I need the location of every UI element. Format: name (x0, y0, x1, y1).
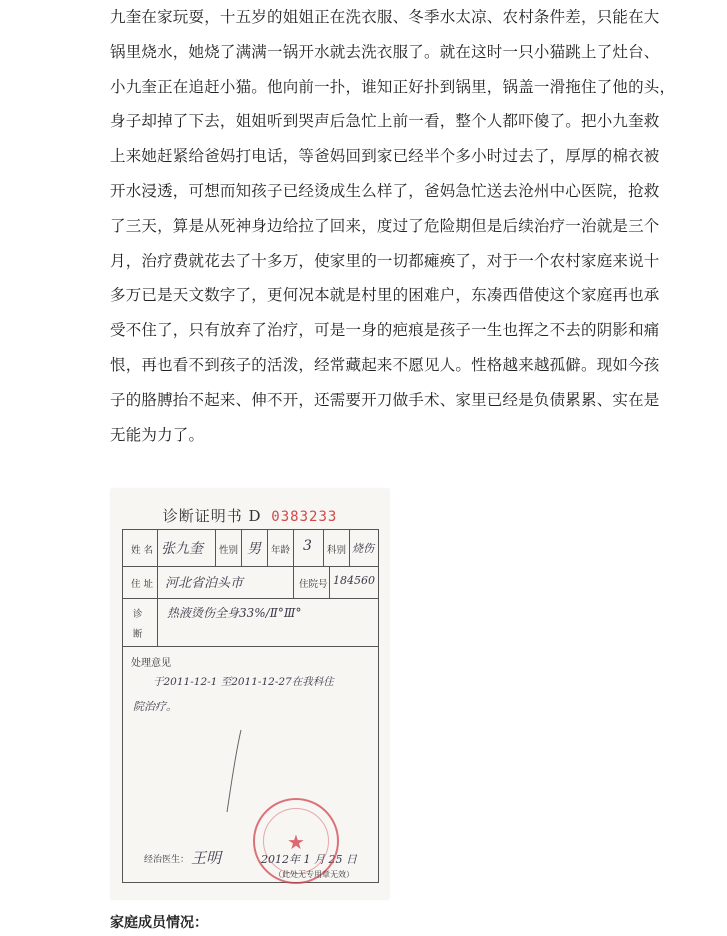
certificate-title (111, 505, 389, 526)
article-line: 月，治疗费就花去了十多万，使家里的一切都瘫痪了，对于一个农村家庭来说十 (110, 251, 660, 270)
doctor-signature: 王明 (191, 849, 222, 867)
divider (157, 598, 158, 646)
seal-note: （此处无专用章无效） (274, 870, 354, 879)
diagnosis-row (123, 598, 378, 647)
divider (349, 530, 350, 566)
article-line: 恨，再也看不到孩子的活泼，经常藏起来不愿见人。性格越来越孤僻。现如今孩 (110, 355, 660, 374)
divider (267, 530, 268, 566)
certificate-title-text: 诊断证明书 (162, 507, 243, 525)
divider (329, 566, 330, 598)
age-label: 年龄 (271, 545, 291, 556)
divider (157, 566, 158, 598)
address-label: 住 址 (131, 579, 154, 590)
article-line: 身子却掉了下去，姐姐听到哭声后急忙上前一看，整个人都吓傻了。把小九奎救 (110, 112, 660, 131)
divider (323, 530, 324, 566)
age-value: 3 (303, 538, 312, 554)
article-paragraph (110, 0, 676, 452)
department-value: 烧伤 (352, 542, 374, 555)
sex-label: 性别 (219, 545, 239, 556)
article-body (110, 0, 676, 452)
treatment-line-2: 院治疗。 (133, 700, 177, 713)
certificate-number: 0383233 (271, 509, 338, 525)
treatment-label: 处理意见 (131, 658, 171, 669)
article-line: 小九奎正在追赶小猫。他向前一扑，谁知正好扑到锅里，锅盖一滑拖住了他的头， (110, 77, 676, 96)
hospital-no-label: 住院号 (299, 579, 328, 590)
article-line: 了三天，算是从死神身边给拉了回来，度过了危险期但是后续治疗一治就是三个 (110, 216, 660, 235)
pen-stroke (213, 726, 253, 816)
article-line: 锅里烧水，她烧了满满一锅开水就去洗衣服了。就在这时一只小猫跳上了灶台、 (110, 42, 660, 61)
diagnosis-value: 热液烫伤全身33%/Ⅱ°Ⅲ° (167, 606, 302, 620)
family-members-heading: 家庭成员情况： (110, 915, 208, 931)
certificate-form (122, 529, 379, 883)
article-line: 多万已是天文数字了，更何况本就是村里的困难户，东凑西借使这个家庭再也承 (110, 286, 660, 305)
name-value: 张九奎 (161, 541, 203, 557)
divider (293, 566, 294, 598)
divider (215, 530, 216, 566)
divider (241, 530, 242, 566)
certificate-date: 2012年 1 月 25 日 (261, 853, 357, 866)
doctor-label: 经治医生： (144, 855, 190, 865)
patient-info-row (123, 530, 378, 567)
department-label: 科别 (327, 545, 347, 556)
treatment-line-1: 于2011-12-1 至2011-12-27在我科住 (153, 676, 334, 688)
divider (293, 530, 294, 566)
hospital-no-value: 184560 (333, 574, 375, 587)
article-line: 受不住了，只有放弃了治疗，可是一身的疤痕是孩子一生也挥之不去的阴影和痛 (110, 321, 660, 340)
address-value: 河北省泊头市 (165, 576, 244, 591)
article-line: 无能为力了。 (110, 425, 205, 444)
name-label: 姓 名 (131, 545, 154, 556)
diagnosis-label-1: 诊 (133, 609, 143, 620)
address-row (123, 566, 378, 599)
article-line: 上来她赶紧给爸妈打电话，等爸妈回到家已经半个多小时过去了，厚厚的棉衣被 (110, 147, 660, 166)
article-line: 开水浸透，可想而知孩子已经烫成生么样了，爸妈急忙送去沧州中心医院，抢救 (110, 181, 660, 200)
article-line: 子的胳膊抬不起来、伸不开，还需要开刀做手术、家里已经是负债累累、实在是 (110, 390, 660, 409)
diagnosis-label-2: 断 (133, 629, 143, 640)
seal-star-icon: ★ (287, 830, 305, 854)
sex-value: 男 (247, 541, 261, 557)
article-line: 九奎在家玩耍，十五岁的姐姐正在洗衣服、冬季水太凉、农村条件差，只能在大 (110, 8, 660, 26)
certificate-number-prefix: D (248, 507, 262, 525)
diagnosis-certificate-image (111, 489, 389, 899)
divider (157, 530, 158, 566)
